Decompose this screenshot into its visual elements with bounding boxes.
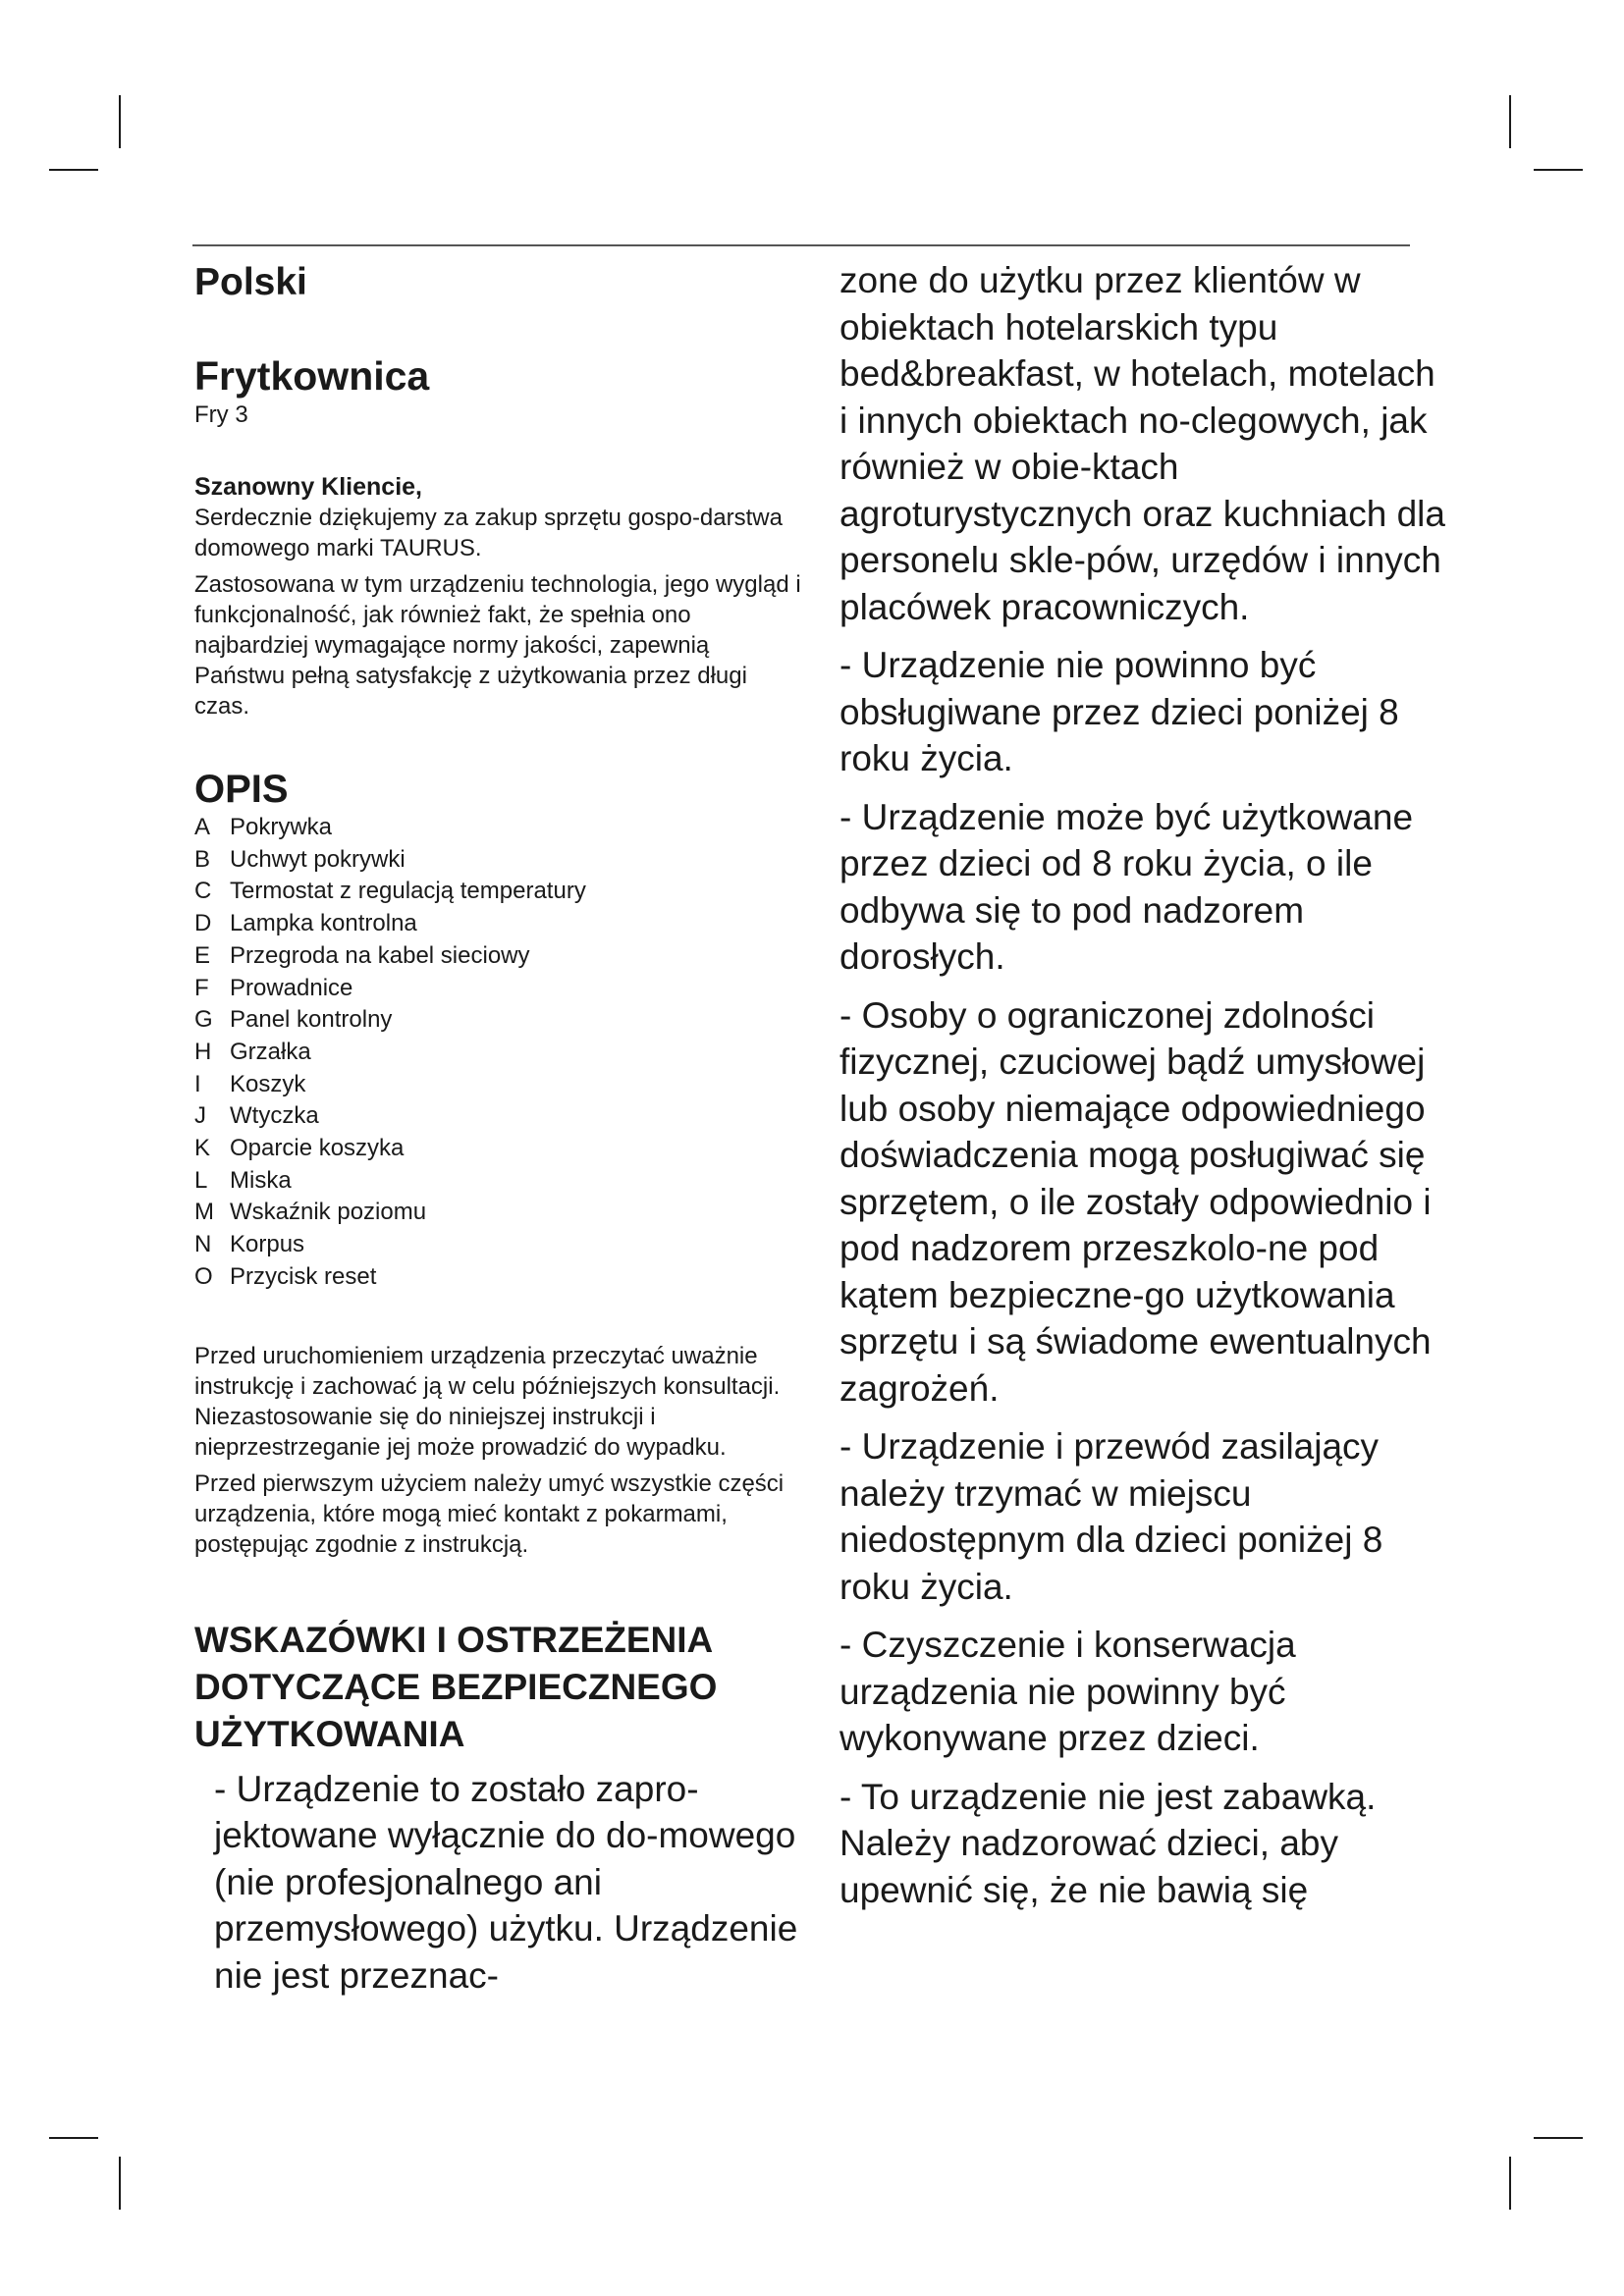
part-label: Grzałka — [230, 1038, 311, 1065]
parts-list-item — [194, 844, 803, 877]
right-column — [839, 257, 1448, 1913]
part-letter: I — [194, 1070, 201, 1097]
part-letter: B — [194, 845, 211, 873]
language-heading: Polski — [194, 261, 307, 303]
part-letter: O — [194, 1262, 213, 1290]
part-letter: A — [194, 814, 211, 840]
crop-mark-top-right-horizontal — [1534, 169, 1583, 171]
part-letter: G — [194, 1006, 213, 1034]
warning-item: - Czyszczenie i konserwacja urządzenia nie powinny być wykonywane przez dzieci. — [839, 1625, 1296, 1758]
part-label: Miska — [230, 1166, 292, 1194]
part-letter: H — [194, 1038, 212, 1065]
parts-list-item — [194, 940, 803, 973]
part-label: Prowadnice — [230, 974, 353, 1001]
part-label: Przycisk reset — [230, 1262, 377, 1290]
part-letter: M — [194, 1199, 214, 1226]
crop-mark-bottom-left-vertical — [119, 2157, 121, 2210]
part-label: Korpus — [230, 1231, 305, 1258]
part-label: Wskaźnik poziomu — [230, 1199, 427, 1226]
note-paragraph: Przed uruchomieniem urządzenia przeczytać uważnie instrukcję i zachować ją w celu późniejszych konsultacji. Niezastosowanie się do niniejszej instrukcji i nieprzestrzeganie jej może prowadzić do wypadku. — [194, 1342, 781, 1461]
part-label: Lampka kontrolna — [230, 910, 417, 937]
part-letter: F — [194, 974, 209, 1001]
part-label: Przegroda na kabel sieciowy — [230, 941, 530, 969]
product-title: Frytkownica — [194, 353, 430, 399]
left-column — [194, 257, 803, 1999]
greeting: Szanowny Kliencie, — [194, 473, 423, 501]
part-label: Oparcie koszyka — [230, 1135, 405, 1162]
warning-item: - Urządzenie nie powinno być obsługiwane przez dzieci poniżej 8 roku życia. — [839, 645, 1399, 778]
crop-mark-bottom-left-horizontal — [49, 2137, 98, 2139]
warning-item: zone do użytku przez klientów w obiektach hotelarskich typu bed&breakfast, w hotelach, motelach i innych obiektach no-clegowych, jak również w obie-ktach agroturystycznych oraz kuchniach dla personelu skle-pów, urzędów i innych placówek pracowniczych. — [839, 260, 1445, 627]
part-letter: D — [194, 910, 212, 937]
crop-mark-bottom-right-horizontal — [1534, 2137, 1583, 2139]
parts-list-item — [194, 1069, 803, 1101]
parts-list-item — [194, 973, 803, 1005]
crop-mark-bottom-right-vertical — [1509, 2157, 1511, 2210]
parts-list-item — [194, 1133, 803, 1165]
parts-list-item — [194, 1165, 803, 1198]
warnings-heading: WSKAZÓWKI I OSTRZEŻENIA DOTYCZĄCE BEZPIECZNEGO UŻYTKOWANIA — [194, 1619, 718, 1754]
part-label: Koszyk — [230, 1070, 306, 1097]
crop-mark-top-left-vertical — [119, 95, 121, 148]
parts-list-item — [194, 1037, 803, 1069]
part-letter: L — [194, 1166, 208, 1194]
parts-list-item — [194, 812, 803, 844]
part-letter: N — [194, 1231, 212, 1258]
parts-list-item — [194, 876, 803, 908]
intro-paragraph: Zastosowana w tym urządzeniu technologia, jego wygląd i funkcjonalność, jak również fakt, że spełnia ono najbardziej wymagające normy jakości, zapewnią Państwu pełną satysfakcję z użytkowania przez długi czas. — [194, 571, 801, 720]
warning-item: - To urządzenie nie jest zabawką. Należy nadzorować dzieci, aby upewnić się, że nie bawią się — [839, 1776, 1377, 1910]
part-label: Panel kontrolny — [230, 1006, 393, 1034]
part-letter: C — [194, 878, 212, 905]
parts-list-item — [194, 1100, 803, 1133]
part-letter: E — [194, 941, 211, 969]
model-name: Fry 3 — [194, 401, 248, 428]
part-letter: J — [194, 1102, 206, 1130]
usage-notes — [194, 1341, 803, 1560]
warning-item: - Osoby o ograniczonej zdolności fizycznej, czuciowej bądź umysłowej lub osoby niemające odpowiedniego doświadczenia mogą posługiwać się sprzętem, o ile zostały odpowiednio i pod nadzorem przeszkolo-ne pod kątem bezpieczne-go użytkowania sprzętu i są świadome ewentualnych zagrożeń. — [839, 994, 1432, 1409]
note-paragraph: Przed pierwszym użyciem należy umyć wszystkie części urządzenia, które mogą mieć kontakt z pokarmami, postępując zgodnie z instrukcją. — [194, 1469, 785, 1558]
header-rule — [192, 244, 1410, 246]
part-label: Termostat z regulacją temperatury — [230, 878, 586, 905]
intro-paragraph: Serdecznie dziękujemy za zakup sprzętu gospo-darstwa domowego marki TAURUS. — [194, 505, 783, 561]
part-label: Wtyczka — [230, 1102, 319, 1130]
warning-item: - Urządzenie to zostało zapro-jektowane wyłącznie do do-mowego (nie profesjonalnego ani przemysłowego) użytku. Urządzenie nie jest przeznac- — [214, 1768, 798, 1996]
parts-list — [194, 812, 803, 1294]
opis-heading: OPIS — [194, 768, 289, 811]
crop-mark-top-right-vertical — [1509, 95, 1511, 148]
part-letter: K — [194, 1135, 211, 1162]
part-label: Uchwyt pokrywki — [230, 845, 406, 873]
warning-item: - Urządzenie i przewód zasilający należy trzymać w miejscu niedostępnym dla dzieci poniżej 8 roku życia. — [839, 1426, 1383, 1607]
parts-list-item — [194, 908, 803, 940]
crop-mark-top-left-horizontal — [49, 169, 98, 171]
part-label: Pokrywka — [230, 814, 333, 840]
parts-list-item — [194, 1004, 803, 1037]
warning-item: - Urządzenie może być użytkowane przez dzieci od 8 roku życia, o ile odbywa się to pod nadzorem dorosłych. — [839, 796, 1414, 977]
parts-list-item — [194, 1197, 803, 1229]
parts-list-item — [194, 1229, 803, 1261]
parts-list-item — [194, 1261, 803, 1294]
